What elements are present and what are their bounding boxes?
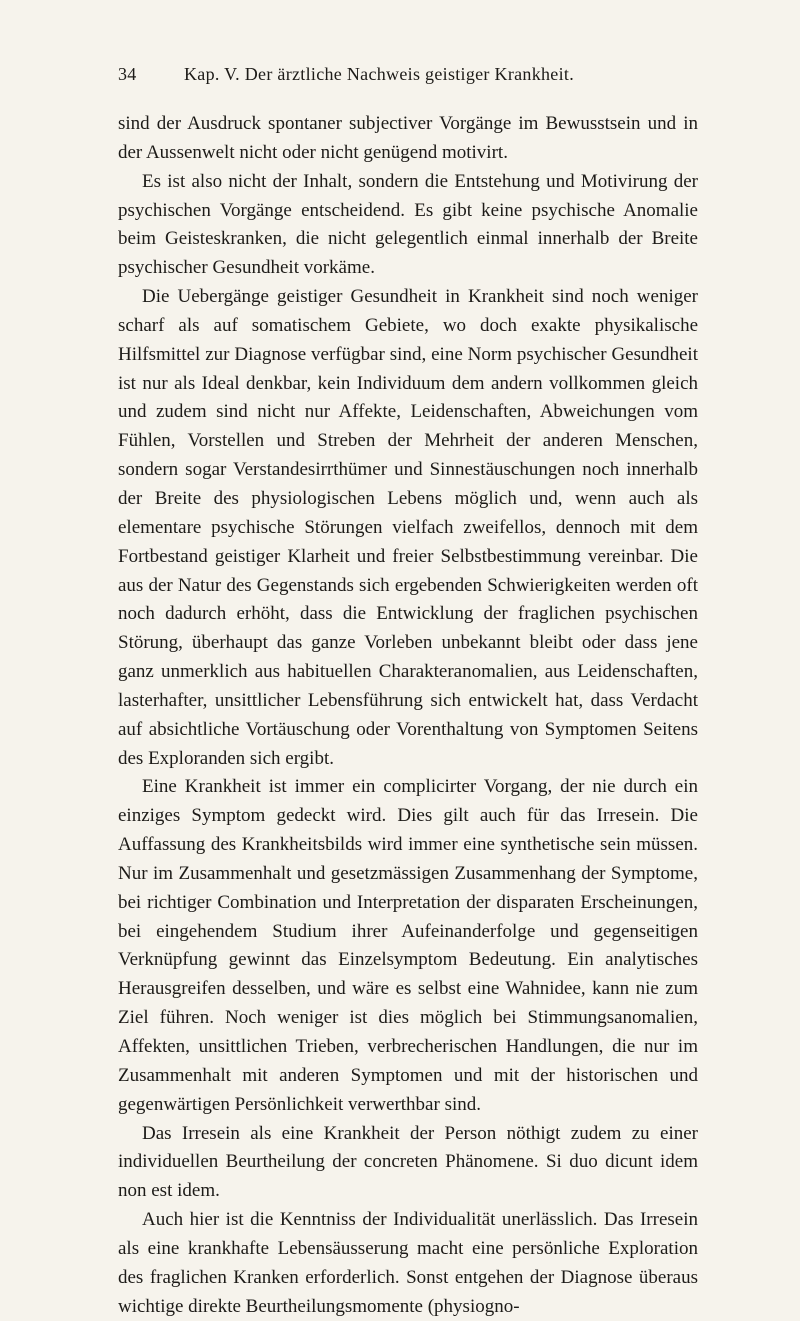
paragraph: Auch hier ist die Kenntniss der Individualität unerlässlich. Das Irresein als eine krankhafte Lebensäusserung macht eine persönliche Exploration des fraglichen Kranken erforderlich. Sonst entgehen der Diagnose überaus wichtige direkte Beurtheilungsmomente (physiogno- bbox=[118, 1209, 698, 1317]
paragraph: Das Irresein als eine Krankheit der Person nöthigt zudem zu einer individuellen Beurtheilung der concreten Phänomene. Si duo dicunt idem non est idem. bbox=[118, 1122, 698, 1202]
paragraph: Eine Krankheit ist immer ein complicirter Vorgang, der nie durch ein einziges Symptom gedeckt wird. Dies gilt auch für das Irresein. Die Auffassung des Krankheitsbilds wird immer eine synthetische sein müssen. Nur im Zusammenhalt und gesetzmässigen Zusammenhang der Symptome, bei richtiger Combination und Interpretation der disparaten Erscheinungen, bei eingehendem Studium ihrer Aufeinanderfolge und gegenseitigen Verknüpfung gewinnt das Einzelsymptom Bedeutung. Ein analytisches Herausgreifen desselben, und wäre es selbst eine Wahnidee, kann nie zum Ziel führen. Noch weniger ist dies möglich bei Stimmungsanomalien, Affekten, unsittlichen Trieben, verbrecherischen Handlungen, die nur im Zusammenhalt mit anderen Symptomen und mit der historischen und gegenwärtigen Persönlichkeit verwerthbar sind. bbox=[118, 776, 698, 1115]
body-text bbox=[118, 110, 698, 1321]
paragraph: Die Uebergänge geistiger Gesundheit in Krankheit sind noch weniger scharf als auf somatischem Gebiete, wo doch exakte physikalische Hilfsmittel zur Diagnose verfügbar sind, eine Norm psychischer Gesundheit ist nur als Ideal denkbar, kein Individuum dem andern vollkommen gleich und zudem sind nicht nur Affekte, Leidenschaften, Abweichungen vom Fühlen, Vorstellen und Streben der Mehrheit der anderen Menschen, sondern sogar Verstandesirrthümer und Sinnestäuschungen noch innerhalb der Breite des physiologischen Lebens möglich und, wenn auch als elementare psychische Störungen vielfach zweifellos, dennoch mit dem Fortbestand geistiger Klarheit und freier Selbstbestimmung vereinbar. Die aus der Natur des Gegenstands sich ergebenden Schwierigkeiten werden oft noch dadurch erhöht, dass die Entwicklung der fraglichen psychischen Störung, überhaupt das ganze Vorleben unbekannt bleibt oder dass jene ganz unmerklich aus habituellen Charakteranomalien, aus Leidenschaften, lasterhafter, unsittlicher Lebensführung sich entwickelt hat, dass Verdacht auf absichtliche Vortäuschung oder Vorenthaltung von Symptomen Seitens des Exploranden sich ergibt. bbox=[118, 286, 698, 769]
running-head bbox=[118, 64, 698, 90]
paragraph: Es ist also nicht der Inhalt, sondern die Entstehung und Motivirung der psychischen Vorgänge entscheidend. Es gibt keine psychische Anomalie beim Geisteskranken, die nicht gelegentlich einmal innerhalb der Breite psychischer Gesundheit vorkäme. bbox=[118, 170, 698, 279]
chapter-title: Kap. V. Der ärztliche Nachweis geistiger Krankheit. bbox=[184, 64, 575, 84]
page-number: 34 bbox=[118, 64, 137, 84]
paragraph-continued: sind der Ausdruck spontaner subjectiver Vorgänge im Bewusstsein und in der Aussenwelt nicht oder nicht genügend motivirt. bbox=[118, 113, 698, 163]
